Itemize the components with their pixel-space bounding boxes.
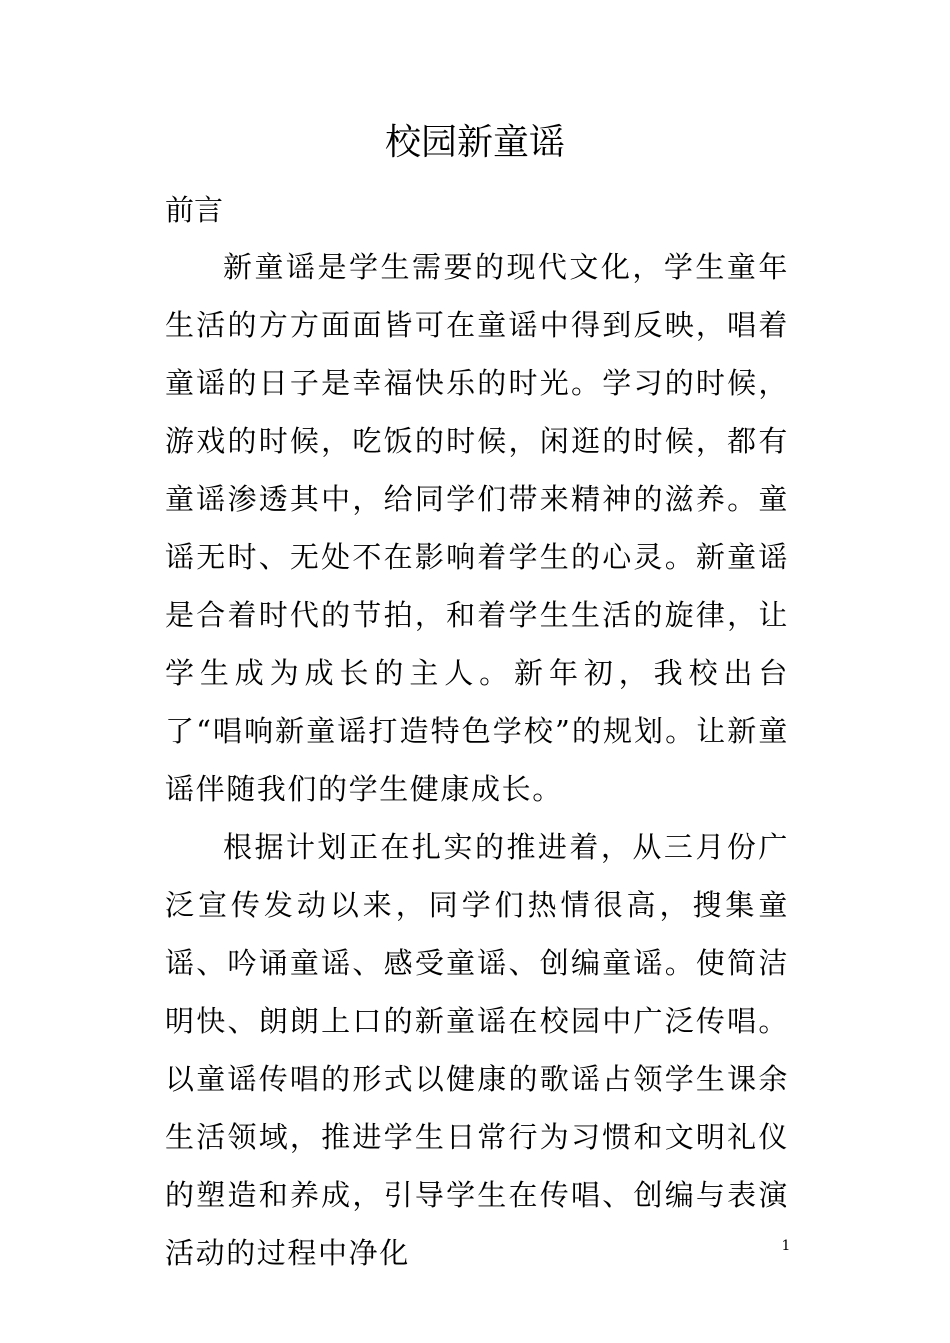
- page-number: 1: [781, 1238, 791, 1254]
- document-title: 校园新童谣: [384, 122, 565, 163]
- section-heading: 前言: [165, 193, 224, 227]
- paragraph-1: 新童谣是学生需要的现代文化，学生童年生活的方方面面皆可在童谣中得到反映，唱着童谣的日子是幸福快乐的时光。学习的时候，游戏的时候，吃饭的时候，闲逛的时候，都有童谣渗透其中，给同学们带来精神的滋养。童谣无时、无处不在影响着学生的心灵。新童谣是合着时代的节拍，和着学生生活的旋律，让学生成为成长的主人。新年初，我校出台了“唱响新童谣打造特色学校”的规划。让新童谣伴随我们的学生健康成长。: [165, 250, 789, 806]
- paragraph-2: 根据计划正在扎实的推进着，从三月份广泛宣传发动以来，同学们热情很高，搜集童谣、吟诵童谣、感受童谣、创编童谣。使简洁明快、朗朗上口的新童谣在校园中广泛传唱。以童谣传唱的形式以健康的歌谣占领学生课余生活领域，推进学生日常行为习惯和文明礼仪的塑造和养成，引导学生在传唱、创编与表演活动的过程中净化: [165, 830, 789, 1270]
- body-text: [165, 238, 789, 1282]
